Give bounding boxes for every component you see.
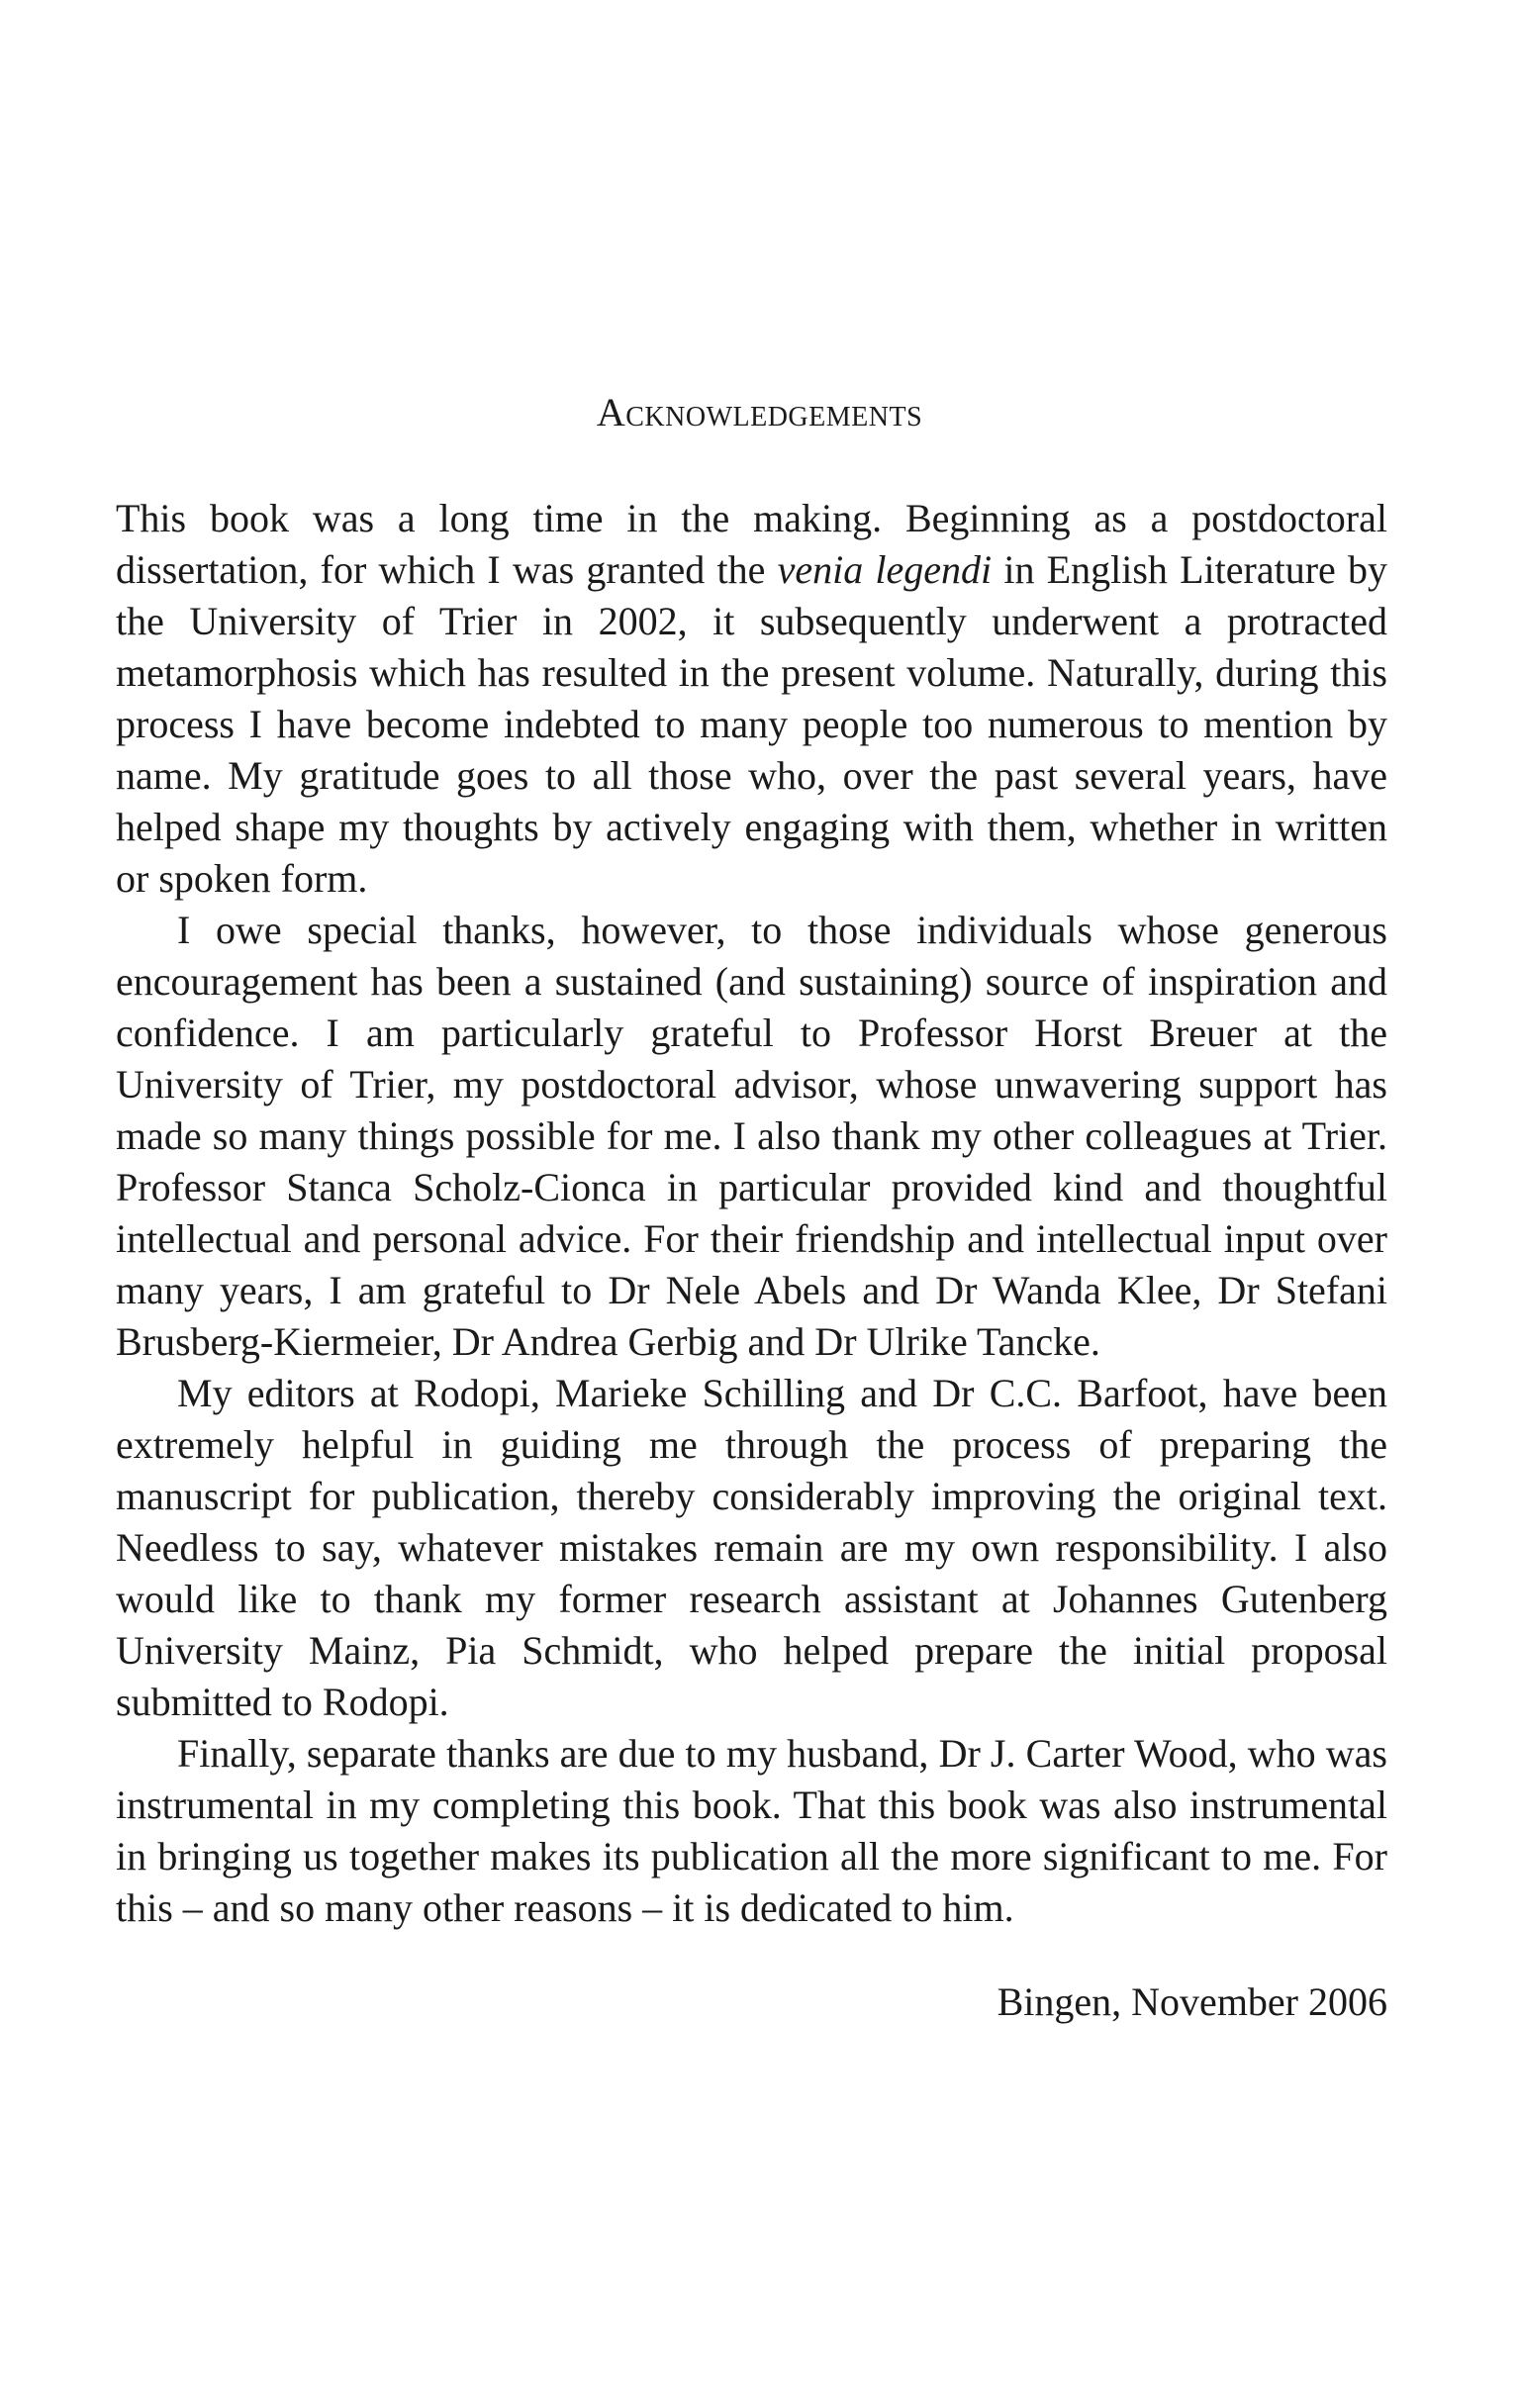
paragraph-1 — [116, 493, 1387, 905]
paragraph-1-text-end: in English Literature by the University of Trier in 2002, it subsequently underwent a protracted metamorphosis which has resulted in the present volume. Naturally, during this process I have become indebted to many people too numerous to mention by name. My gratitude goes to all those who, over the past several years, have helped shape my thoughts by actively engaging with them, whether in written or spoken form. — [116, 547, 1387, 901]
paragraph-2: I owe special thanks, however, to those individuals whose generous encouragement has been a sustained (and sustaining) source of inspiration and confidence. I am particularly grateful to Professor Horst Breuer at the University of Trier, my postdoctoral advisor, whose unwavering support has made so many things possible for me. I also thank my other colleagues at Trier. Professor Stanca Scholz-Cionca in particular provided kind and thoughtful intellectual and personal advice. For their friendship and intellectual input over many years, I am grateful to Dr Nele Abels and Dr Wanda Klee, Dr Stefani Brusberg-Kiermeier, Dr Andrea Gerbig and Dr Ulrike Tancke. — [116, 908, 1387, 1364]
page-title: Acknowledgements — [596, 390, 923, 434]
paragraph-1-italic-phrase: venia legendi — [777, 547, 993, 592]
paragraph-3: My editors at Rodopi, Marieke Schilling and Dr C.C. Barfoot, have been extremely helpful in guiding me through the process of preparing the manuscript for publication, thereby considerably improving the original text. Needless to say, whatever mistakes remain are my own responsibility. I also would like to thank my former research assistant at Johannes Gutenberg University Mainz, Pia Schmidt, who helped prepare the initial proposal submitted to Rodopi. — [116, 1371, 1387, 1724]
paragraph-1-text-start: This book was a long time in the making. Beginning as a postdoctoral dissertation, for which I was granted the — [116, 496, 1387, 592]
paragraph-4: Finally, separate thanks are due to my husband, Dr J. Carter Wood, who was instrumental in my completing this book. That this book was also instrumental in bringing us together makes its publication all the more significant to me. For this – and so many other reasons – it is dedicated to him. — [116, 1731, 1387, 1930]
signature-place-date: Bingen, November 2006 — [997, 1979, 1387, 2024]
acknowledgements-body — [116, 493, 1387, 2028]
